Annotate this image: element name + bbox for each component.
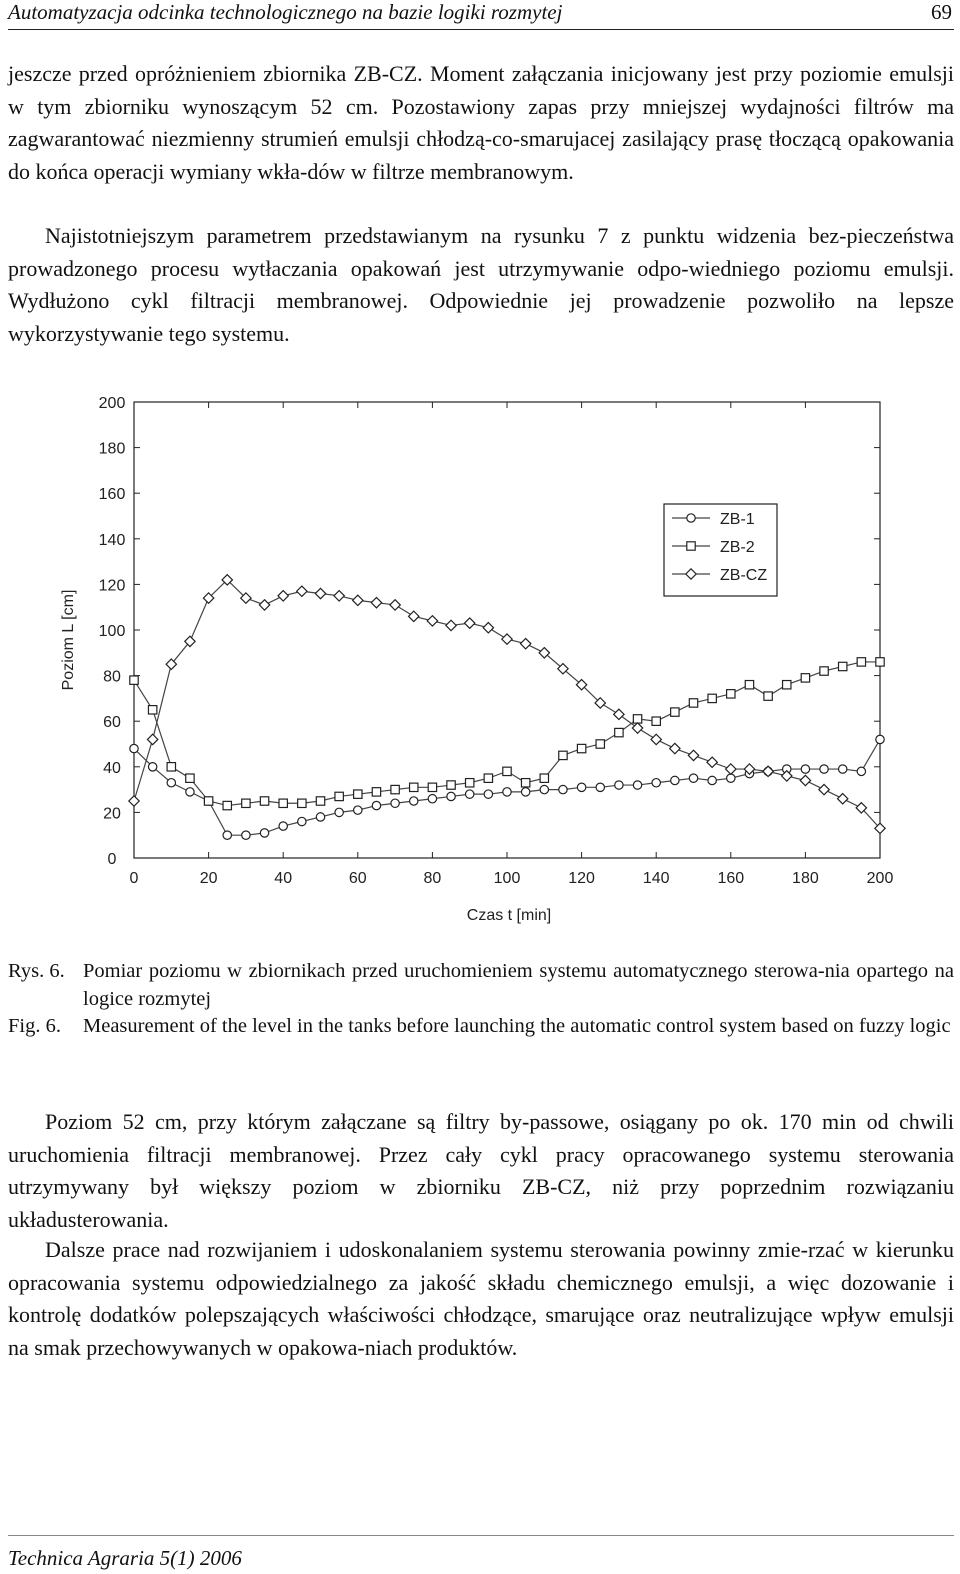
- data-point: [838, 794, 848, 804]
- data-point: [632, 723, 642, 733]
- data-point: [484, 774, 492, 782]
- data-point: [727, 690, 735, 698]
- chart-axes: [60, 395, 893, 924]
- data-point: [764, 692, 772, 700]
- caption-pl-text: Pomiar poziomu w zbiornikach przed uruchomieniem systemu automatycznego sterowa-nia opartego na logice rozmytej: [83, 960, 954, 1010]
- level-chart: [40, 380, 920, 940]
- data-point: [521, 779, 529, 787]
- data-point: [857, 658, 865, 666]
- data-point: [726, 764, 736, 774]
- data-point: [596, 783, 604, 791]
- data-point: [409, 611, 419, 621]
- y-tick-label: 80: [103, 668, 121, 686]
- x-tick-label: 0: [129, 870, 139, 887]
- data-point: [335, 808, 343, 816]
- data-point: [670, 743, 680, 753]
- journal-name: Technica Agraria 5(1) 2006: [8, 1546, 242, 1570]
- data-point: [559, 751, 567, 759]
- y-tick-label: 100: [98, 623, 126, 640]
- y-tick-label: 40: [103, 759, 121, 777]
- data-point: [298, 799, 306, 807]
- data-point: [354, 790, 362, 798]
- data-point: [130, 744, 138, 752]
- data-point: [820, 667, 828, 675]
- data-point: [689, 774, 697, 782]
- y-tick-label: 200: [98, 395, 126, 412]
- y-tick-label: 60: [103, 714, 121, 732]
- data-point: [354, 806, 362, 814]
- data-point: [708, 776, 716, 784]
- data-point: [129, 796, 139, 806]
- running-title: Automatyzacja odcinka technologicznego na bazie logiki rozmytej: [8, 0, 563, 24]
- legend-marker: [687, 514, 695, 522]
- data-point: [671, 776, 679, 784]
- data-point: [857, 767, 865, 775]
- data-point: [297, 586, 307, 596]
- data-point: [484, 790, 492, 798]
- series-line-zb-2: [134, 662, 880, 806]
- data-point: [521, 788, 529, 796]
- legend-label: ZB-1: [720, 511, 755, 528]
- paragraph-1: jeszcze przed opróżnieniem zbiornika ZB-CZ. Moment załączania inicjowany jest przy poziomie emulsji w tym zbiorniku wynoszącym 52 cm. Pozostawiony zapas przy mniejszej wydajności filtrów ma zagwarantować niezmienny strumień emulsji chłodzą-co-smarujacej zasilający prasę tłoczącą opakowania do końca operacji wymiany wkła-dów w filtrze membranowym.: [8, 61, 954, 184]
- y-tick-label: 160: [98, 486, 126, 504]
- data-point: [298, 817, 306, 825]
- data-point: [707, 757, 717, 767]
- data-point: [242, 831, 250, 839]
- data-point: [614, 709, 624, 719]
- data-point: [503, 767, 511, 775]
- data-point: [801, 674, 809, 682]
- data-point: [783, 681, 791, 689]
- header-rule: [8, 29, 954, 30]
- data-point: [316, 797, 324, 805]
- data-point: [427, 616, 437, 626]
- running-header: [8, 0, 954, 28]
- data-point: [615, 781, 623, 789]
- data-point: [223, 801, 231, 809]
- data-point: [876, 658, 884, 666]
- data-point: [520, 638, 530, 648]
- paragraph-4: Dalsze prace nad rozwijaniem i udoskonalaniem systemu sterowania powinny zmie-rzać w kierunku opracowania systemu odpowiedzialnego za jakość składu chemicznego emulsji, a więc dozowanie i kontrolę dodatków polepszających właściwości chłodzące, smarujące oraz neutralizujące wpływ emulsji na smak przechowywanych w opakowa-niach produktów.: [8, 1237, 954, 1360]
- data-point: [727, 774, 735, 782]
- data-point: [502, 634, 512, 644]
- x-tick-label: 20: [199, 870, 218, 887]
- data-point: [820, 765, 828, 773]
- data-point: [876, 735, 884, 743]
- x-tick-label: 60: [348, 870, 367, 887]
- data-point: [801, 765, 809, 773]
- data-point: [446, 620, 456, 630]
- data-point: [186, 788, 194, 796]
- caption-pl: [8, 958, 954, 1014]
- y-tick-label: 180: [98, 440, 126, 458]
- data-point: [465, 618, 475, 628]
- x-tick-label: 120: [568, 870, 595, 887]
- data-point: [315, 588, 325, 598]
- caption-en: [8, 1013, 954, 1069]
- data-point: [651, 734, 661, 744]
- caption-en-text: Measurement of the level in the tanks before launching the automatic control system based on fuzzy logic: [83, 1015, 951, 1037]
- data-point: [279, 822, 287, 830]
- data-point: [466, 790, 474, 798]
- data-point: [260, 829, 268, 837]
- data-point: [447, 792, 455, 800]
- x-tick-label: 180: [792, 870, 819, 887]
- data-point: [259, 600, 269, 610]
- data-point: [596, 740, 604, 748]
- y-tick-label: 0: [107, 851, 117, 868]
- data-point: [353, 595, 363, 605]
- series-zb-1: [130, 735, 884, 839]
- data-point: [745, 681, 753, 689]
- data-point: [390, 600, 400, 610]
- data-point: [223, 831, 231, 839]
- data-point: [819, 784, 829, 794]
- data-point: [316, 813, 324, 821]
- data-point: [466, 779, 474, 787]
- data-point: [671, 708, 679, 716]
- data-point: [279, 799, 287, 807]
- data-point: [335, 792, 343, 800]
- data-point: [689, 699, 697, 707]
- chart-legend: [664, 504, 777, 596]
- legend-marker: [687, 542, 695, 550]
- data-point: [615, 728, 623, 736]
- data-point: [186, 774, 194, 782]
- y-axis-label: Poziom L [cm]: [60, 589, 77, 691]
- data-point: [763, 766, 773, 776]
- data-point: [503, 788, 511, 796]
- page-number: 69: [931, 0, 952, 24]
- data-point: [167, 763, 175, 771]
- data-point: [708, 694, 716, 702]
- x-tick-label: 160: [717, 870, 745, 887]
- data-point: [371, 597, 381, 607]
- data-point: [540, 785, 548, 793]
- data-point: [148, 706, 156, 714]
- footer-rule: [8, 1535, 954, 1536]
- paragraph-3: Poziom 52 cm, przy którym załączane są filtry by-passowe, osiągany po ok. 170 min od chwili uruchomienia filtracji membranowej. Przez cały cykl pracy opracowanego systemu sterowania utrzymywany był większy poziom w zbiorniku ZB-CZ, niż przy poprzednim rozwiązaniu układusterowania.: [8, 1109, 954, 1232]
- data-point: [242, 799, 250, 807]
- data-point: [410, 783, 418, 791]
- series-zb-2: [130, 658, 884, 810]
- y-tick-label: 20: [103, 805, 121, 823]
- legend-label: ZB-2: [720, 539, 755, 556]
- data-point: [577, 744, 585, 752]
- chart-series: [129, 575, 885, 840]
- caption-en-label: Fig. 6.: [8, 1015, 61, 1037]
- data-point: [391, 799, 399, 807]
- data-point: [839, 765, 847, 773]
- y-tick-label: 140: [98, 531, 126, 549]
- caption-pl-label: Rys. 6.: [8, 960, 65, 982]
- data-point: [391, 785, 399, 793]
- x-axis-label: Czas t [min]: [466, 907, 552, 924]
- data-point: [839, 662, 847, 670]
- data-point: [577, 783, 585, 791]
- data-point: [652, 779, 660, 787]
- data-point: [633, 715, 641, 723]
- paragraph-2: Najistotniejszym parametrem przedstawianym na rysunku 7 z punktu widzenia bez-pieczeństwa prowadzonego procesu wytłaczania opakowań jest utrzymywanie odpo-wiedniego poziomu emulsji. Wydłużono cykl filtracji membranowej. Odpowiednie jej prowadzenie pozwoliło na lepsze wykorzystywanie tego systemu.: [8, 223, 954, 346]
- data-point: [204, 797, 212, 805]
- data-point: [148, 763, 156, 771]
- data-point: [410, 797, 418, 805]
- data-point: [483, 623, 493, 633]
- data-point: [147, 734, 157, 744]
- data-point: [633, 781, 641, 789]
- data-point: [782, 771, 792, 781]
- data-point: [372, 801, 380, 809]
- data-point: [130, 676, 138, 684]
- data-point: [428, 783, 436, 791]
- x-tick-label: 200: [866, 870, 894, 887]
- x-tick-label: 140: [642, 870, 670, 887]
- data-point: [540, 774, 548, 782]
- data-point: [428, 795, 436, 803]
- data-point: [372, 788, 380, 796]
- footer: [8, 1546, 954, 1571]
- y-tick-label: 120: [98, 577, 126, 595]
- data-point: [334, 591, 344, 601]
- data-point: [167, 779, 175, 787]
- x-tick-label: 40: [274, 870, 293, 887]
- data-point: [652, 717, 660, 725]
- data-point: [260, 797, 268, 805]
- x-tick-label: 80: [423, 870, 442, 887]
- x-tick-label: 100: [493, 870, 521, 887]
- data-point: [800, 775, 810, 785]
- data-point: [688, 750, 698, 760]
- legend-label: ZB-CZ: [720, 567, 768, 584]
- data-point: [559, 785, 567, 793]
- data-point: [278, 591, 288, 601]
- data-point: [447, 781, 455, 789]
